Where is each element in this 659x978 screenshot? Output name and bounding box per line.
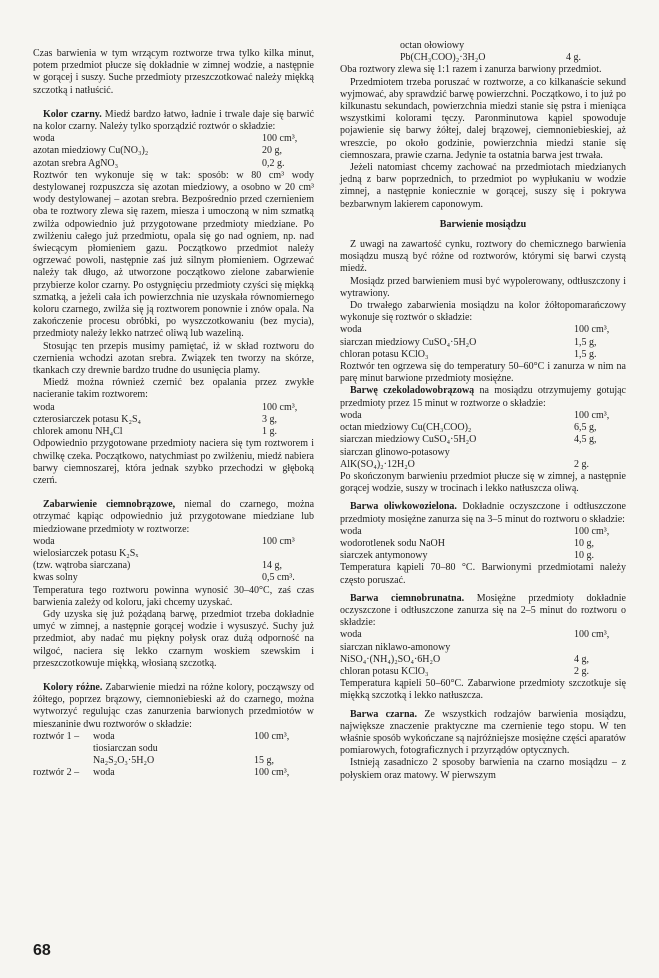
- paragraph: Miedź można również czernić bez opalania przez zwykłe nacieranie takim roztworem:: [33, 377, 314, 401]
- ingredient-row: woda 100 cm³,: [340, 409, 610, 421]
- paragraph: Czas barwienia w tym wrzącym roztworze trwa tylko kilka minut, potem przedmiot płucze się dokładnie w zimnej wodzie, a następnie w gorącej i suszy. Suche przedmioty przeszczotkować należy miękką szczotką i natłuścić.: [33, 48, 314, 96]
- ingredient-row: woda 100 cm³: [33, 535, 295, 547]
- paragraph: Przedmiotem trzeba poruszać w roztworze, a co kilkanaście sekund wyjmować, aby sprawdzić barwę powierzchni. Początkowo, i to już po kilkunastu sekundach, powierzchnia miedzi stanie się pstra i mieniąca wszystkimi kolorami tęczy. Paronminutowa kąpiel spowoduje pojawienie się barwy żółtej, dalej brązowej, ciemnoniebieskiej, aż wreszcie, po około godzinie, powierzchnia miedzi stanie się ciemnoszara, prawie czarna. Jedynie ta ostatnia barwa jest trwała.: [340, 76, 626, 161]
- paragraph: Stosując ten przepis musimy pamiętać, iż w skład roztworu do czernienia wchodzi azotan srebra. Związek ten tworzy na skórze, tkankach czy drewnie bardzo trudne do usunięcia plamy.: [33, 340, 314, 377]
- left-column: [33, 48, 314, 780]
- paragraph: Po skończonym barwieniu przedmiot płucze się w zimnej, a następnie gorącej wodzie, suszy w trocinach i lekko natłuszcza oliwą.: [340, 470, 626, 495]
- ingredient-row: woda 100 cm³,: [33, 401, 298, 413]
- paragraph: Barwa oliwkowozielona. Dokładnie oczyszczone i odtłuszczone przedmioty mosiężne zanurza się na 3–5 minut do roztworu o składzie:: [340, 501, 626, 525]
- section-heading: Barwa oliwkowozielona.: [350, 501, 457, 513]
- ingredient-row: wodorotlenek sodu NaOH 10 g,: [340, 537, 594, 549]
- paragraph: Gdy uzyska się już pożądaną barwę, przedmiot trzeba dokładnie umyć w zimnej, a następnie gorącej wodzie i wysuszyć. Suchy już przedmiot, aby nadać mu piękny połysk oraz dużą odporność na wilgoć, naciera się lekko czarnym woskiem szewskim i przeszczotkowuje miękką, włosianą szczotką.: [33, 608, 314, 669]
- page-number: 68: [33, 942, 51, 959]
- ingredient-row: chloran potasu KClO₃ 2 g.: [340, 665, 589, 677]
- paragraph: Roztwór ten ogrzewa się do temperatury 50–60°C i zanurza w nim na parę minut barwione przedmioty mosiężne.: [340, 361, 626, 385]
- paragraph: Istnieją zasadniczo 2 sposoby barwienia na czarno mosiądzu – z połyskiem oraz matowy. W pierwszym: [340, 757, 626, 781]
- solution-row: roztwór 2 – woda 100 cm³,: [33, 767, 290, 779]
- ingredient-row: siarczan miedziowy CuSO₄·5H₂O 1,5 g,: [340, 336, 597, 348]
- section-heading: Kolor czarny.: [43, 108, 102, 120]
- paragraph: Temperatura kąpieli 70–80 °C. Barwionymi przedmiotami należy często poruszać.: [340, 562, 626, 586]
- ingredient-row: siarczan miedziowy CuSO₄·5H₂O 4,5 g,: [340, 434, 597, 446]
- solution-row: Na₂S₂O₃·5H₂O 15 g,: [93, 755, 274, 767]
- ingredient-row: siarczek antymonowy 10 g.: [340, 550, 594, 562]
- ingredient-row: woda 100 cm³,: [340, 324, 610, 336]
- paragraph: Do trwałego zabarwienia mosiądzu na kolor żółtopomarańczowy wykonuje się roztwór o składzie:: [340, 300, 626, 324]
- ingredient-row: octan ołowiowy: [400, 40, 465, 51]
- paragraph: Roztwór ten wykonuje się w tak: sposób: w 80 cm³ wody destylowanej rozpuszcza się azotan miedziowy, a osobno w 20 cm³ wody destylowanej – azotan srebra. Bezpośrednio przed czernieniem oba te roztwory zlewa się razem, miesza i umoczoną w nim szmatką zwilża odpowiednio już przygotowane przedmioty miedziane. Po zwilżeniu całego już przedmiotu, opala się go nad ogniem, np. nad świecącym płomieniem gazu. Początkowo przedmiot należy ogrzewać powoli, następnie zaś już silnym płomieniem. Ogrzewać należy tak długo, aż utworzone początkowo zielone zabarwienie przybierze kolor czarny. Po ostygnięciu przedmioty czyści się miękką szmatką, a jeżeli cała ich powierzchnia nie uzyskała równomiernego koloru czarnego, zwilża się ją roztworem ponownie i znów opala. Na zakończenie procesu obróbki, po wyszczotkowaniu (bez mycia), przedmioty należy lekko natrzeć oliwą lub wazeliną.: [33, 169, 314, 340]
- paragraph: Temperatura tego roztworu powinna wynosić 30–40°C, zaś czas barwienia zależy od koloru, jaki chcemy uzyskać.: [33, 584, 314, 608]
- solution-row: roztwór 1 – woda 100 cm³,: [33, 730, 290, 742]
- paragraph: Barwa ciemnobrunatna. Mosiężne przedmioty dokładnie oczyszczone i odtłuszczone zanurza się na 2–5 minut do roztworu o składzie:: [340, 592, 626, 629]
- ingredient-row: NiSO₄·(NH₄)₂SO₄·6H₂O 4 g,: [340, 653, 589, 665]
- ingredient-row: AlK(SO₄)₂·12H₂O 2 g.: [340, 458, 589, 470]
- paragraph: Zabarwienie ciemnobrązowe, niemal do czarnego, można otrzymać kąpiąc odpowiednio już przygotowane miedziane lub miedziowane przedmioty w roztworze:: [33, 499, 315, 535]
- ingredient-row: woda 100 cm³,: [340, 525, 610, 537]
- paragraph: Odpowiednio przygotowane przedmioty naciera się tym roztworem i chwilkę czeka. Początkowo, natychmiast po zwilżeniu, miedź nabiera barwy ciemnoszarej, która jednak szybko przechodzi w głęboką czerń.: [33, 438, 314, 486]
- ingredient-row: chloran potasu KClO₃ 1,5 g.: [340, 348, 597, 360]
- paragraph: Z uwagi na zawartość cynku, roztwory do chemicznego barwienia mosiądzu muszą być różne od roztworów, którymi się barwi czystą miedź.: [340, 239, 626, 275]
- right-column: [340, 40, 626, 782]
- ingredient-row: azotan miedziowy Cu(NO₃)₂ 20 g,: [33, 145, 282, 157]
- paragraph: Barwa czarna. Ze wszystkich rodzajów barwienia mosiądzu, największe znaczenie praktyczne ma czernienie tego stopu. W ten właśnie sposób wykończane są najróżniejsze mosiężne części aparatów pomiarowych, fotograficznych i przyrządów optycznych.: [340, 708, 626, 757]
- ingredient-row: (tzw. wątroba siarczana) 14 g,: [33, 560, 282, 572]
- ingredient-row: chlorek amonu NH₄Cl 1 g.: [33, 426, 277, 438]
- paragraph: Temperatura kąpieli 50–60°C. Zabarwione przedmioty szczotkuje się miękką szczotką i lekko natłuszcza.: [340, 678, 626, 702]
- ingredient-row: siarczan niklawo-amonowy: [340, 641, 451, 653]
- ingredient-row: azotan srebra AgNO₃ 0,2 g.: [33, 157, 285, 169]
- ingredient-row: Pb(CH₃COO)₂·3H₂O 4 g.: [400, 52, 581, 64]
- section-heading: Barwę czekoladowobrązową: [350, 385, 475, 397]
- ingredient-row: woda 100 cm³,: [340, 629, 610, 641]
- ingredient-row: woda 100 cm³,: [33, 133, 298, 145]
- paragraph: Oba roztwory zlewa się 1:1 razem i zanurza barwiony przedmiot.: [340, 64, 602, 76]
- section-heading: Barwa czarna.: [350, 708, 418, 720]
- paragraph: Jeżeli natomiast chcemy zachować na przedmiotach miedzianych jedną z barw poprzednich, to przedmiot po wypłukaniu w wodzie zimnej, a następnie koniecznie w gorącej, suszy się i pokrywa bezbarwnym lakierem caponowym.: [340, 162, 626, 210]
- solution-row: tiosiarczan sodu: [93, 742, 158, 754]
- section-title: Barwienie mosiądzu: [439, 218, 527, 230]
- ingredient-row: wielosiarczek potasu K₂Sₓ: [33, 547, 139, 559]
- paragraph: Kolor czarny. Miedź bardzo łatwo, ładnie i trwale daje się barwić na kolor czarny. Należy tylko sporządzić roztwór o składzie:: [33, 108, 315, 133]
- ingredient-row: octan miedziowy Cu(CH₃COO)₂ 6,5 g,: [340, 422, 597, 434]
- section-heading: Kolory różne.: [43, 681, 103, 693]
- ingredient-row: kwas solny 0,5 cm³.: [33, 572, 295, 584]
- paragraph: Barwę czekoladowobrązową na mosiądzu otrzymujemy gotując przedmioty przez 15 minut w roztworze o składzie:: [340, 385, 626, 409]
- section-heading: Barwa ciemnobrunatna.: [350, 592, 465, 604]
- section-heading: Zabarwienie ciemnobrązowe,: [43, 499, 176, 511]
- ingredient-row: siarczan glinowo-potasowy: [340, 446, 450, 458]
- paragraph: Kolory różne. Zabarwienie miedzi na różne kolory, począwszy od żółtego, poprzez brązowy, ciemnoniebieski aż do czarnego, można wytworzyć regulując czas zanurzenia barwionych przedmiotów w mieszaninie dwu roztworów o składzie:: [33, 681, 315, 730]
- ingredient-row: czterosiarczek potasu K₂S₄ 3 g,: [33, 413, 277, 425]
- paragraph: Mosiądz przed barwieniem musi być wypolerowany, odtłuszczony i wytrawiony.: [340, 275, 626, 299]
